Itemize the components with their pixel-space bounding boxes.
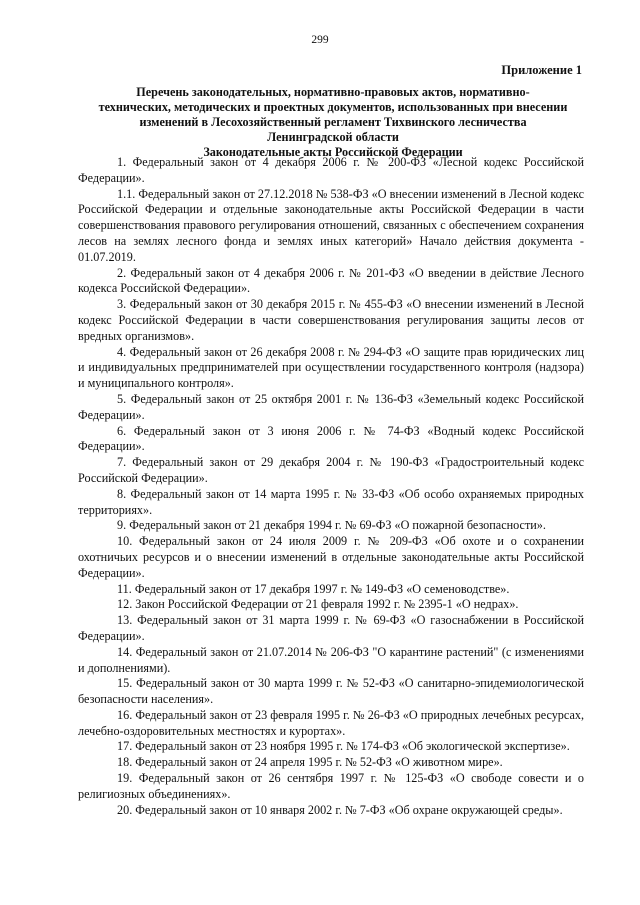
list-item: 12. Закон Российской Федерации от 21 февраля 1992 г. № 2395-1 «О недрах». bbox=[117, 597, 519, 612]
list-item: 8. Федеральный закон от 14 марта 1995 г. № 33-ФЗ «Об особо охраняемых природных территориях». bbox=[78, 486, 584, 517]
list-item: 11. Федеральный закон от 17 декабря 1997 г. № 149-ФЗ «О семеноводстве». bbox=[117, 581, 510, 596]
list-item: 16. Федеральный закон от 23 февраля 1995 г. № 26-ФЗ «О природных лечебных ресурсах, лечебно-оздоровительных местностях и курортах». bbox=[78, 707, 584, 738]
list-item: 14. Федеральный закон от 21.07.2014 № 206-ФЗ "О карантине растений" (с изменениями и дополнениями). bbox=[78, 644, 584, 675]
section-title: Законодательные акты Российской Федерации bbox=[203, 145, 463, 159]
list-item: 3. Федеральный закон от 30 декабря 2015 г. № 455-ФЗ «О внесении изменений в Лесной кодекс Российской Федерации в части совершенствования регулирования защиты лесов от вредных организмов». bbox=[78, 297, 584, 343]
list-item: 20. Федеральный закон от 10 января 2002 г. № 7-ФЗ «Об охране окружающей среды». bbox=[117, 802, 563, 817]
list-item: 4. Федеральный закон от 26 декабря 2008 г. № 294-ФЗ «О защите прав юридических лиц и индивидуальных предпринимателей при осуществлении государственного контроля (надзора) и муниципального контроля». bbox=[78, 344, 584, 391]
heading-line: Перечень законодательных, нормативно-правовых актов, нормативно- bbox=[136, 85, 530, 99]
heading-line: изменений в Лесохозяйственный регламент Тихвинского лесничества bbox=[139, 115, 527, 129]
appendix-label: Приложение 1 bbox=[501, 63, 582, 77]
list-item: 15. Федеральный закон от 30 марта 1999 г. № 52-ФЗ «О санитарно-эпидемиологической безопасности населения». bbox=[78, 676, 584, 707]
list-item: 6. Федеральный закон от 3 июня 2006 г. № 74-ФЗ «Водный кодекс Российской Федерации». bbox=[78, 423, 584, 454]
page-number: 299 bbox=[311, 34, 329, 46]
heading-line: Ленинградской области bbox=[267, 130, 399, 144]
list-item: 13. Федеральный закон от 31 марта 1999 г. № 69-ФЗ «О газоснабжении в Российской Федерации». bbox=[78, 613, 584, 643]
list-item: 17. Федеральный закон от 23 ноября 1995 г. № 174-ФЗ «Об экологической экспертизе». bbox=[117, 739, 570, 754]
list-item: 9. Федеральный закон от 21 декабря 1994 г. № 69-ФЗ «О пожарной безопасности». bbox=[117, 518, 546, 533]
document-heading bbox=[78, 85, 588, 160]
list-item: 1. Федеральный закон от 4 декабря 2006 г. № 200-ФЗ «Лесной кодекс Российской Федерации». bbox=[78, 155, 584, 185]
legislation-list bbox=[78, 155, 584, 818]
list-item: 18. Федеральный закон от 24 апреля 1995 г. № 52-ФЗ «О животном мире». bbox=[117, 755, 503, 770]
list-item: 7. Федеральный закон от 29 декабря 2004 г. № 190-ФЗ «Градостроительный кодекс Российской Федерации». bbox=[78, 455, 584, 485]
list-item: 2. Федеральный закон от 4 декабря 2006 г. № 201-ФЗ «О введении в действие Лесного кодекса Российской Федерации». bbox=[78, 265, 584, 296]
list-item: 10. Федеральный закон от 24 июля 2009 г. № 209-ФЗ «Об охоте и о сохранении охотничьих ресурсов и о внесении изменений в отдельные законодательные акты Российской Федерации». bbox=[78, 534, 584, 580]
list-item: 5. Федеральный закон от 25 октября 2001 г. № 136-ФЗ «Земельный кодекс Российской Федерации». bbox=[78, 391, 584, 422]
list-item: 19. Федеральный закон от 26 сентября 1997 г. № 125-ФЗ «О свободе совести и о религиозных объединениях». bbox=[78, 771, 584, 801]
heading-line: технических, методических и проектных документов, использованных при внесении bbox=[98, 100, 568, 114]
list-item: 1.1. Федеральный закон от 27.12.2018 № 538-ФЗ «О внесении изменений в Лесной кодекс Российской Федерации и отдельные законодательные акты Российской Федерации в части совершенствования правового регулирования отношений, связанных с обеспечением сохранения лесов на землях лесного фонда и землях иных категорий» Начало действия документа - 01.07.2019. bbox=[78, 186, 584, 264]
